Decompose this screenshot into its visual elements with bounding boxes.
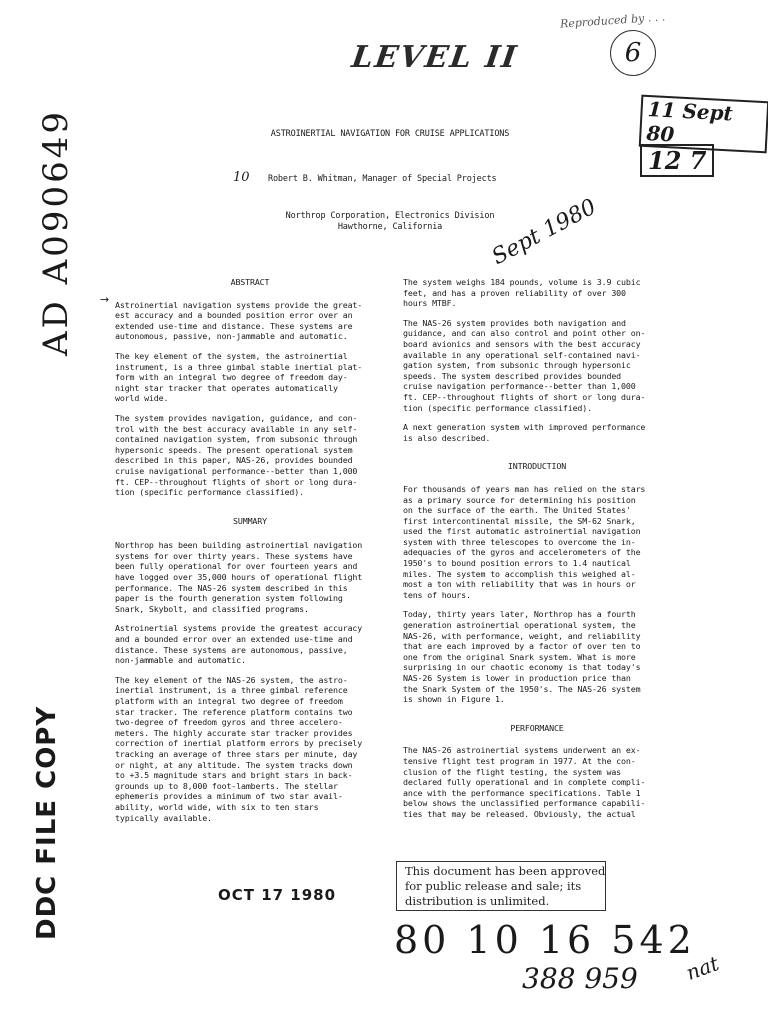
summary-paragraph: Northrop has been building astroinertial navigation systems for over thirty years. These systems have been fully operational for over fourteen years and have logged over 35,000 hours of operational flight performance. The NAS-26 system described in this paper is the fourth generation system following Snark, Skybolt, and classified programs.	[115, 540, 363, 614]
circled-mark: 6	[610, 30, 656, 76]
left-column	[115, 277, 385, 832]
abstract-paragraph: The system provides navigation, guidance, and con- trol with the best accuracy available in any self- contained navigation system, from subsonic through hypersonic speeds. The present operational system described in this paper, NAS-26, provides bounded cruise navigational performance--better than 1,000 ft. CEP--throughout flights of short or long dura- tion (specific performance classified).	[115, 412, 358, 498]
body-paragraph: A next generation system with improved performance is also described.	[403, 422, 646, 443]
boxed-page: 12 7	[640, 144, 714, 177]
introduction-paragraph: Today, thirty years later, Northrop has a fourth generation astroinertial operational system, the NAS-26, with performance, weight, and reliability that are each improved by a factor of over ten to one from the original Snark system. What is more surprising in our chaotic economy is that today's NAS-26 System is lower in production price than the Snark System of the 1950's. The NAS-26 system is shown in Figure 1.	[403, 609, 641, 705]
stamp-date: OCT 17 1980	[218, 886, 337, 904]
affiliation-line-1: Northrop Corporation, Electronics Division	[285, 211, 495, 221]
boxed-date: 11 Sept 80	[639, 95, 768, 154]
author-mark: 10	[233, 170, 250, 185]
side-file-copy: DDC FILE COPY	[32, 705, 62, 940]
performance-paragraph: The NAS-26 astroinertial systems underwent an ex- tensive flight test program in 1977. At the con- clusion of the flight testing, the system was declared fully operational and in complete compli- ance with the performance specifications. Table 1 below shows the unclassified performance capabili- ties that may be released. Obviously, the actual	[403, 745, 646, 819]
body-paragraph: The system weighs 184 pounds, volume is 3.9 cubic feet, and has a proven reliability of over 300 hours MTBF.	[403, 277, 641, 309]
bottom-initials: nat	[682, 951, 722, 985]
notice-line: distribution is unlimited.	[405, 894, 550, 908]
bottom-numbers: 80 10 16 542	[394, 918, 696, 962]
summary-paragraph: Astroinertial systems provide the greatest accuracy and a bounded error over an extended use-time and distance. These systems are autonomous, passive, non-jammable and automatic.	[115, 623, 363, 666]
bottom-handwritten-number: 388 959	[522, 962, 638, 995]
top-right-scrawl: Reproduced by . . .	[559, 10, 666, 31]
notice-line: for public release and sale; its	[405, 879, 582, 893]
notice-line: This document has been approved	[405, 864, 606, 878]
abstract-paragraph: Astroinertial navigation systems provide the great- est accuracy and a bounded position error over an extended use-time and distance. These systems are autonomous, passive, non-jammable and automatic.	[115, 299, 363, 342]
distribution-notice	[396, 861, 606, 911]
introduction-heading: INTRODUCTION	[507, 461, 567, 472]
summary-heading: SUMMARY	[233, 515, 267, 526]
abstract-heading: ABSTRACT	[230, 277, 270, 287]
author-line: Robert B. Whitman, Manager of Special Projects	[268, 174, 497, 184]
performance-heading: PERFORMANCE	[510, 722, 564, 733]
right-column	[403, 277, 671, 829]
paper-title: ASTROINERTIAL NAVIGATION FOR CRUISE APPLICATIONS	[270, 129, 510, 139]
side-ad-number: AD A090649	[36, 109, 76, 356]
introduction-paragraph: For thousands of years man has relied on the stars as a primary source for determining his position on the surface of the earth. The United States' first intercontinental missile, the SM-62 Snark, used the first automatic astroinertial navigation system with three telescopes to overcome the in- adequacies of the gyros and accelerometers of the 1950's to bound position errors to 1.4 nautical miles. The system to accomplish this weighed al- most a ton with reliability that was in hours or tens of hours.	[403, 483, 646, 600]
abstract-paragraph: The key element of the system, the astroinertial instrument, is a three gimbal stable inertial plat- form with an integral two degree of freedom day- night star tracker that operates automatically world wide.	[115, 350, 363, 404]
affiliation-line-2: Hawthorne, California	[337, 222, 443, 232]
margin-arrow-icon: →	[100, 293, 110, 306]
handwritten-date: Sept 1980	[488, 194, 601, 271]
body-paragraph: The NAS-26 system provides both navigation and guidance, and can also control and point other on- board avionics and sensors with the best accuracy available in any operational self-contained navi- gation system, from subsonic through hypersonic speeds. The system described provides bounded cruise navigation performance--better than 1,000 ft. CEP--throughout flights of short or long dura- tion (specific performance classified).	[403, 317, 646, 413]
summary-paragraph: The key element of the NAS-26 system, the astro- inertial instrument, is a three gimbal reference platform with an integral two degree of freedom star tracker. The reference platform contains two two-degree of freedom gyros and three accelero- meters. The highly accurate star tracker provides correction of inertial platform errors by precisely tracking an average of three stars per minute, day or night, at any altitude. The system tracks down to +3.5 magnitude stars and bright stars in back- grounds up to 8,000 foot-lamberts. The stellar ephemeris provides a minimum of two star avail- ability, world wide, with six to ten stars typically available.	[115, 674, 363, 823]
header-scrawl: LEVEL II	[349, 40, 521, 75]
